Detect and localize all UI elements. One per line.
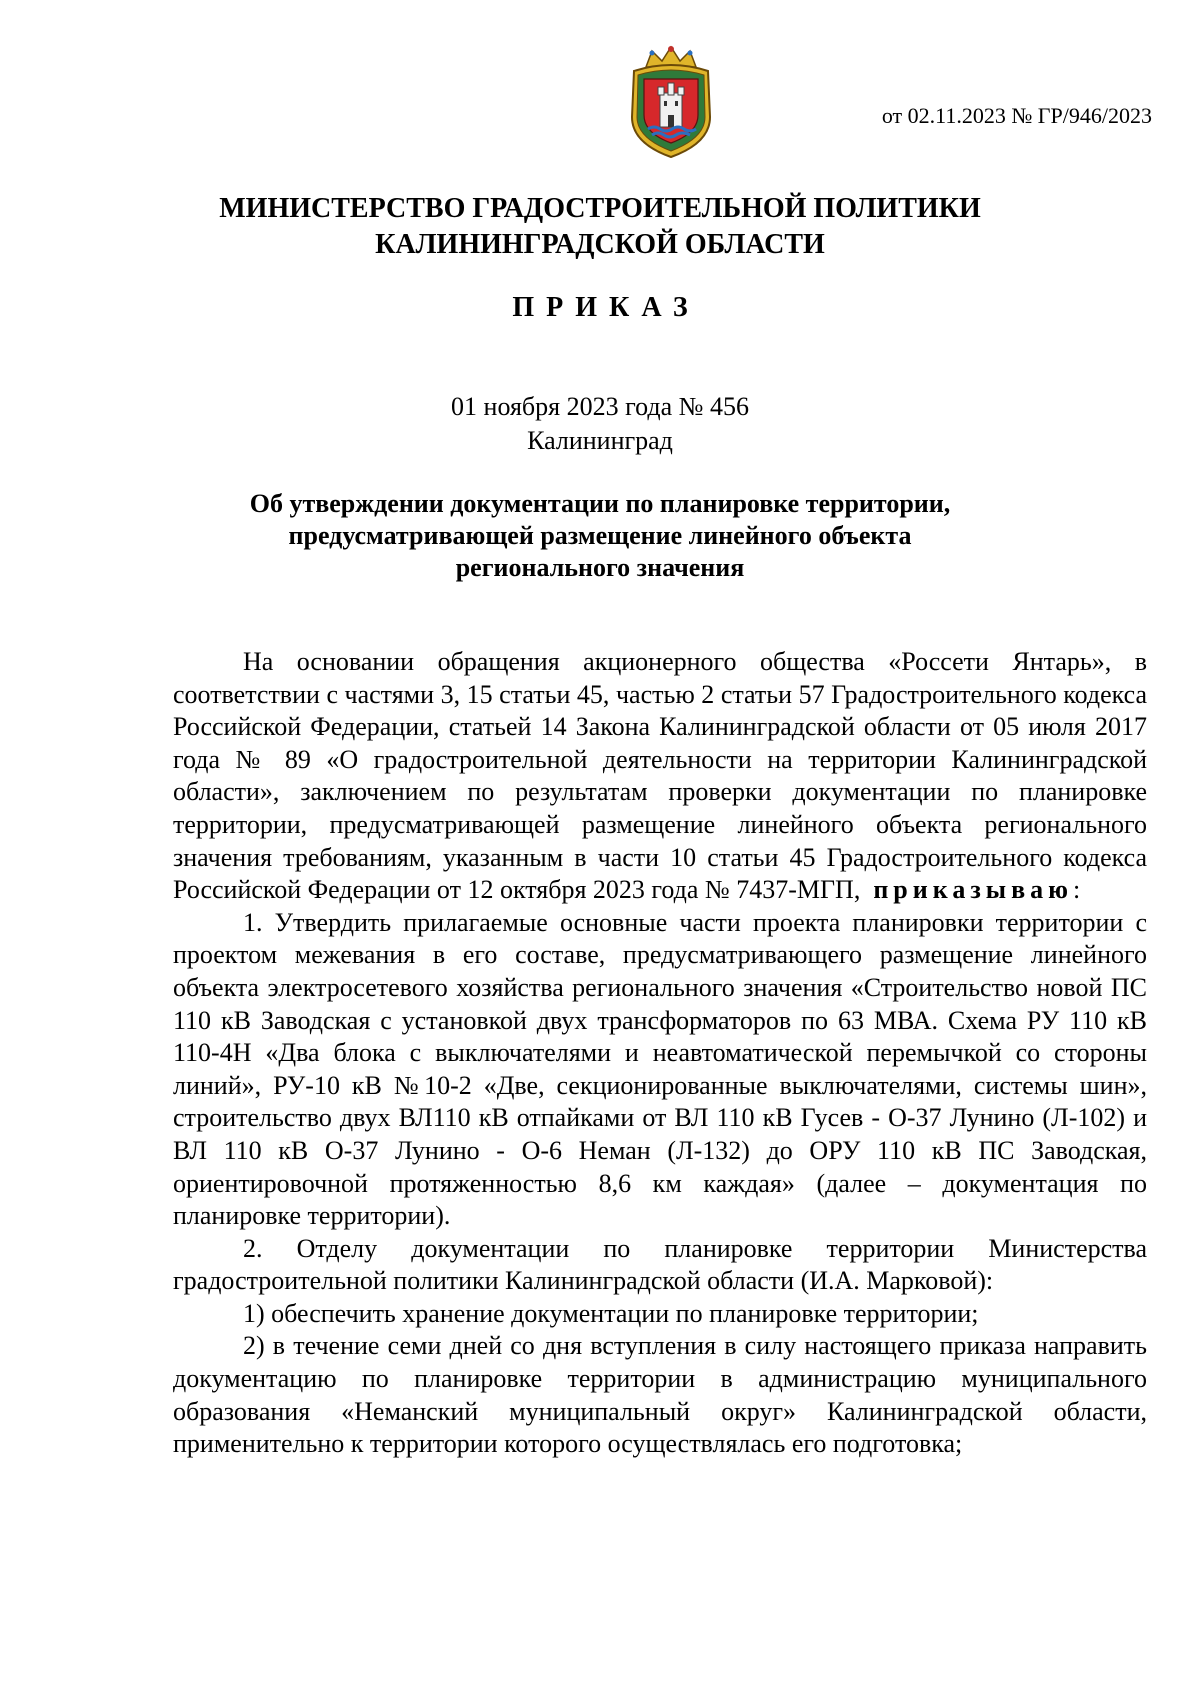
document-registration-ref: от 02.11.2023 № ГР/946/2023	[881, 103, 1152, 128]
order-subject-line-2: предусматривающей размещение линейного объекта	[288, 521, 912, 550]
preamble-paragraph	[173, 646, 1147, 907]
item-2-2-paragraph: 2) в течение семи дней со дня вступления в силу настоящего приказа направить документацию по планировке территории в администрацию муниципального образования «Неманский муниципальный округ» Калининградской области, применительно к территории которого осуществлялась его подготовка;	[173, 1331, 1147, 1459]
order-subject-line-1: Об утверждении документации по планировке территории,	[249, 489, 951, 518]
order-date-number: 01 ноября 2023 года № 456	[451, 392, 749, 421]
item-1-paragraph: 1. Утвердить прилагаемые основные части проекта планировки территории с проектом межевания в его составе, предусматривающего размещение линейного объекта электросетевого хозяйства регионального значения «Строительство новой ПС 110 кВ Заводская с установкой двух трансформаторов по 63 МВА. Схема РУ 110 кВ 110-4Н «Два блока с выключателями и неавтоматической перемычкой со стороны линий», РУ-10 кВ №10-2 «Две, секционированные выключателями, системы шин», строительство двух ВЛ110 кВ отпайками от ВЛ 110 кВ Гусев - О-37 Лунино (Л-102) и ВЛ 110 кВ О-37 Лунино - О-6 Неман (Л-132) до ОРУ 110 кВ ПС Заводская, ориентировочной протяженностью 8,6 км каждая» (далее – документация по планировке территории).	[173, 907, 1147, 1231]
order-subject	[0, 488, 1200, 584]
order-title: ПРИКАЗ	[512, 292, 700, 323]
ministry-name-line-2: КАЛИНИНГРАДСКОЙ ОБЛАСТИ	[375, 229, 825, 260]
coat-of-arms-icon	[624, 45, 718, 159]
decree-word: приказываю	[873, 875, 1073, 905]
decree-colon: :	[1073, 875, 1081, 905]
order-city: Калининград	[527, 426, 673, 455]
order-subject-line-3: регионального значения	[455, 553, 745, 582]
item-2-paragraph: 2. Отделу документации по планировке территории Министерства градостроительной политики Калининградской области (И.А. Марковой):	[173, 1233, 1147, 1296]
ministry-name-line-1: МИНИСТЕРСТВО ГРАДОСТРОИТЕЛЬНОЙ ПОЛИТИКИ	[219, 193, 981, 224]
preamble-text: На основании обращения акционерного общества «Россети Янтарь», в соответствии с частями 3, 15 статьи 45, частью 2 статьи 57 Градостроительного кодекса Российской Федерации, статьей 14 Закона Калининградской области от 05 июля 2017 года № 89 «О градостроительной деятельности на территории Калининградской области», заключением по результатам проверки документации по планировке территории, предусматривающей размещение линейного объекта регионального значения требованиям, указанным в части 10 статьи 45 Градостроительного кодекса Российской Федерации от 12 октября 2023 года № 7437-МГП,	[173, 647, 1147, 905]
item-2-1-paragraph: 1) обеспечить хранение документации по планировке территории;	[243, 1298, 979, 1328]
order-body	[173, 646, 1147, 1461]
ministry-name	[0, 191, 1200, 263]
